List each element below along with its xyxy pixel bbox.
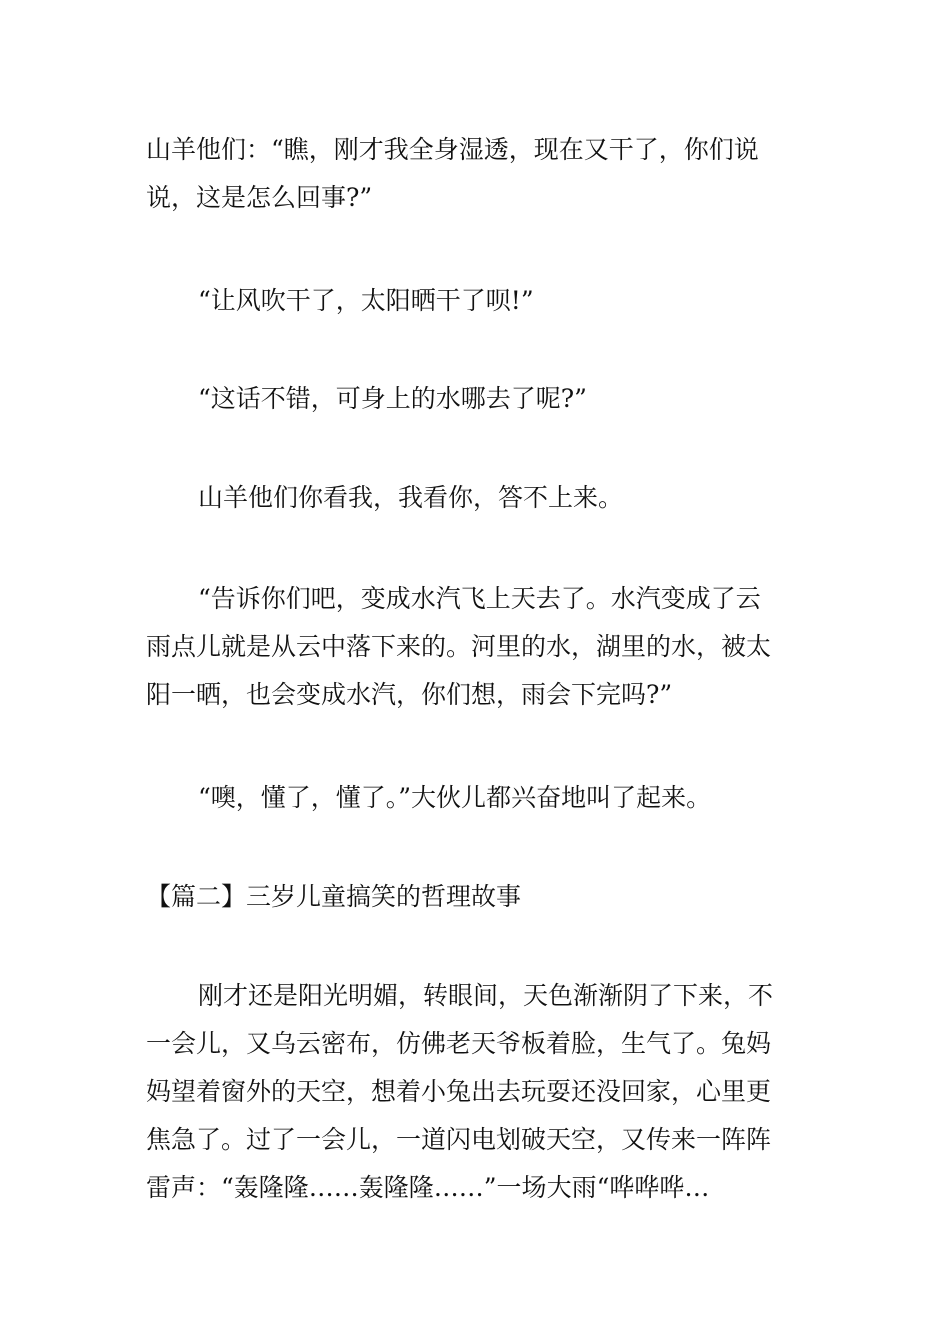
text-line: 雷声：“轰隆隆……轰隆隆……”一场大雨“哗哗哗… — [146, 1173, 710, 1202]
section-heading — [146, 873, 810, 921]
section-title: 【篇二】三岁儿童搞笑的哲理故事 — [146, 882, 522, 911]
text-line: “噢，懂了，懂了。”大伙儿都兴奋地叫了起来。 — [198, 783, 712, 812]
text-line: 焦急了。过了一会儿，一道闪电划破天空，又传来一阵阵 — [146, 1125, 772, 1154]
text-line: 刚才还是阳光明媚，转眼间，天色渐渐阴了下来，不 — [198, 981, 774, 1010]
text-line: “让风吹干了，太阳晒干了呗!” — [198, 286, 534, 315]
text-line: 妈望着窗外的天空，想着小兔出去玩耍还没回家，心里更 — [146, 1077, 772, 1106]
text-line: 阳一晒，也会变成水汽，你们想，雨会下完吗?” — [146, 680, 673, 709]
text-line: 说，这是怎么回事?” — [146, 183, 373, 212]
text-line: 山羊他们：“瞧，刚才我全身湿透，现在又干了，你们说 — [146, 135, 759, 164]
text-line: 一会儿，又乌云密布，仿佛老天爷板着脸，生气了。兔妈 — [146, 1029, 772, 1058]
paragraph-cannot-answer — [146, 474, 810, 522]
text-line: “这话不错，可身上的水哪去了呢?” — [198, 384, 587, 413]
paragraph-rabbit-story — [146, 972, 810, 1212]
text-line: 山羊他们你看我，我看你，答不上来。 — [198, 483, 624, 512]
paragraph-water-vapor-explanation — [146, 575, 810, 719]
paragraph-understood — [146, 774, 810, 822]
paragraph-dried-by-wind — [146, 277, 810, 325]
paragraph-goat-question — [146, 126, 810, 222]
paragraph-where-did-water-go — [146, 375, 810, 423]
text-line: “告诉你们吧，变成水汽飞上天去了。水汽变成了云 — [198, 584, 761, 613]
text-line: 雨点儿就是从云中落下来的。河里的水，湖里的水，被太 — [146, 632, 772, 661]
